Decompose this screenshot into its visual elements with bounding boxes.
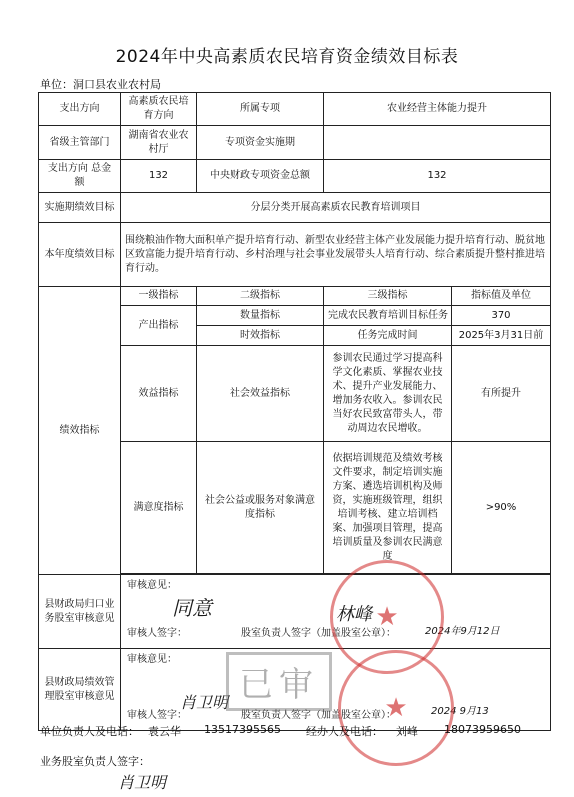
benefit-value: 有所提升 bbox=[452, 346, 551, 442]
direction-label: 支出方向 bbox=[39, 93, 121, 126]
approved-stamp-text: 已审 bbox=[239, 665, 319, 705]
qty-indicator: 完成农民教育培训目标任务 bbox=[324, 306, 452, 326]
signature-business: 肖卫明 bbox=[118, 773, 167, 792]
review2-reviewer: 审核人签字： bbox=[127, 710, 187, 721]
period-goal-label: 实施期绩效目标 bbox=[39, 193, 121, 223]
satisfaction-l3: 依据培训规范及绩效考核文件要求，制定培训实施方案、遴选培训机构及师资，实施班级管理，组织培训考核、建立培训档案、加强项目管理，提高培训质量及参训农民满意度 bbox=[324, 442, 452, 574]
seal-star-icon: ★ bbox=[375, 602, 399, 632]
review1-date: 2024年9月12日 bbox=[425, 626, 500, 637]
total-label: 支出方向 总金额 bbox=[39, 160, 121, 193]
perf-header-4: 指标值及单位 bbox=[452, 287, 551, 306]
review2-opinion: 审核意见： bbox=[127, 654, 177, 665]
performance-table bbox=[38, 92, 551, 731]
footer-handler-phone: 18073959650 bbox=[444, 723, 521, 736]
perf-header-2: 二级指标 bbox=[197, 287, 324, 306]
period-value bbox=[324, 126, 551, 160]
review1-head: 股室负责人签字（加盖股室公章）： bbox=[241, 628, 396, 639]
benefit-label: 效益指标 bbox=[121, 346, 197, 442]
qty-value: 370 bbox=[452, 306, 551, 326]
red-seal-2 bbox=[338, 650, 454, 766]
page-title: 2024年中央高素质农民培育资金绩效目标表 bbox=[115, 47, 459, 67]
footer-business-label: 业务股室负责人签字： bbox=[40, 755, 150, 768]
period-label: 专项资金实施期 bbox=[197, 126, 324, 160]
review2-label: 县财政局绩效管理股室审核意见 bbox=[39, 649, 121, 731]
time-indicator: 任务完成时间 bbox=[324, 326, 452, 346]
footer-leader-name: 袁云华 bbox=[148, 725, 181, 738]
seal-star-icon: ★ bbox=[384, 693, 408, 723]
period-goal-value: 分层分类开展高素质农民教育培训项目 bbox=[121, 193, 551, 223]
time-label: 时效指标 bbox=[197, 326, 324, 346]
total-value: 132 bbox=[121, 160, 197, 193]
signature-head1: 林峰 bbox=[336, 604, 372, 625]
footer-handler-name: 刘峰 bbox=[396, 725, 418, 738]
output-label: 产出指标 bbox=[121, 306, 197, 346]
time-value: 2025年3月31日前 bbox=[452, 326, 551, 346]
benefit-l2: 社会效益指标 bbox=[197, 346, 324, 442]
perf-header-1: 一级指标 bbox=[121, 287, 197, 306]
review1-reviewer: 审核人签字： bbox=[127, 628, 187, 639]
footer-leader-phone: 13517395565 bbox=[204, 723, 281, 736]
perf-header-3: 三级指标 bbox=[324, 287, 452, 306]
dept-label: 省级主管部门 bbox=[39, 126, 121, 160]
dept-value: 湖南省农业农村厅 bbox=[121, 126, 197, 160]
satisfaction-value: >90% bbox=[452, 442, 551, 574]
central-label: 中央财政专项资金总额 bbox=[197, 160, 324, 193]
footer-leader-label: 单位负责人及电话： bbox=[40, 725, 139, 738]
satisfaction-label: 满意度指标 bbox=[121, 442, 197, 574]
unit-label: 单位：洞口县农业农村局 bbox=[40, 78, 161, 91]
review1-opinion: 审核意见： bbox=[127, 580, 177, 591]
approved-stamp bbox=[226, 652, 332, 711]
signature-approve: 同意 bbox=[172, 596, 212, 620]
benefit-l3: 参训农民通过学习提高科学文化素质、掌握农业技术、提升产业发展能力、增加务农收入。参训农民当好农民致富带头人，带动周边农民增收。 bbox=[324, 346, 452, 442]
signature-reviewer2: 肖卫明 bbox=[180, 693, 229, 712]
annual-goal-value: 围绕粮油作物大面积单产提升培育行动、新型农业经营主体产业发展能力提升培育行动、脱贫地区致富能力提升培育行动、乡村治理与社会事业发展带头人培育行动、综合素质提升整村推进培育行动。 bbox=[121, 223, 551, 287]
qty-label: 数量指标 bbox=[197, 306, 324, 326]
central-value: 132 bbox=[324, 160, 551, 193]
project-value: 农业经营主体能力提升 bbox=[324, 93, 551, 126]
review2-head: 股室负责人签字（加盖股室公章）： bbox=[241, 710, 396, 721]
footer-handler-label: 经办人及电话： bbox=[306, 725, 383, 738]
perf-label: 绩效指标 bbox=[39, 287, 121, 575]
satisfaction-l2: 社会公益或服务对象满意度指标 bbox=[197, 442, 324, 574]
review1-label: 县财政局归口业务股室审核意见 bbox=[39, 575, 121, 649]
review2-date: 2024 9月13 bbox=[431, 706, 489, 717]
annual-goal-label: 本年度绩效目标 bbox=[39, 223, 121, 287]
direction-value: 高素质农民培育方向 bbox=[121, 93, 197, 126]
project-label: 所属专项 bbox=[197, 93, 324, 126]
